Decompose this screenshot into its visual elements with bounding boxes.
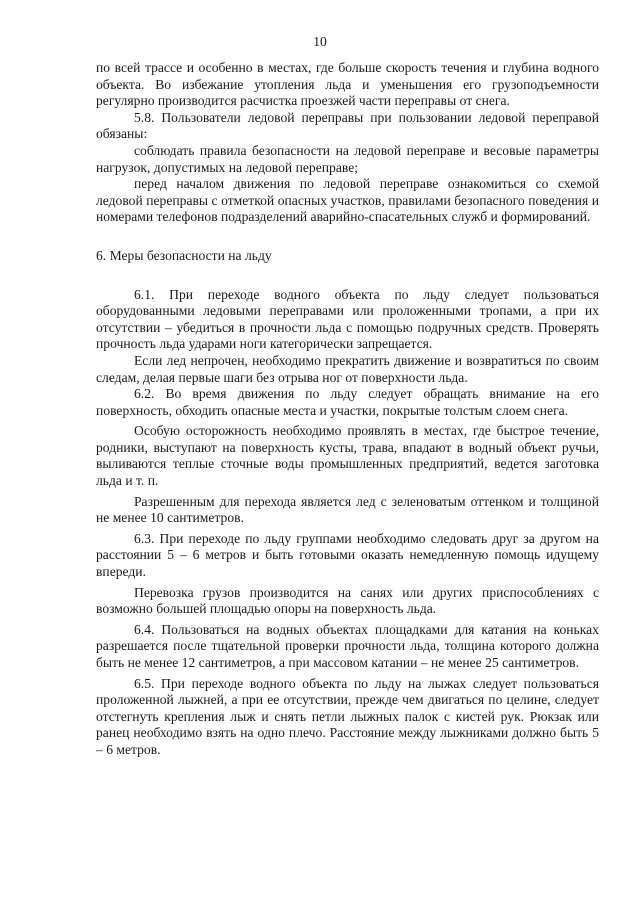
paragraph-6-2: 6.2. Во время движения по льду следует обращать внимание на его поверхность, обходить опасные места и участки, покрытые толстым слоем снега. xyxy=(96,386,599,418)
paragraph-obligation-2: перед началом движения по ледовой переправе ознакомиться со схемой ледовой переправы с отметкой опасных участков, правилами безопасного поведения и номерами телефонов подразделений аварийно-спасательных служб и формирований. xyxy=(96,176,599,225)
paragraph-cargo: Перевозка грузов производится на санях или других приспособлениях с возможно большей площадью опоры на поверхность льда. xyxy=(96,584,599,617)
paragraph-obligation-1: соблюдать правила безопасности на ледовой переправе и весовые параметры нагрузок, допустимых на ледовой переправе; xyxy=(96,142,599,175)
paragraph-ice-thickness: Разрешенным для перехода является лед с зеленоватым оттенком и толщиной не менее 10 сантиметров. xyxy=(96,493,599,526)
paragraph-5-8: 5.8. Пользователи ледовой переправы при пользовании ледовой переправой обязаны: xyxy=(96,109,599,142)
paragraph-weak-ice: Если лед непрочен, необходимо прекратить движение и возвратиться по своим следам, делая первые шаги без отрыва ног от поверхности льда. xyxy=(96,352,599,385)
document-body xyxy=(96,60,599,759)
paragraph-6-3: 6.3. При переходе по льду группами необходимо следовать друг за другом на расстоянии 5 – 6 метров и быть готовыми оказать немедленную помощь идущему впереди. xyxy=(96,530,599,580)
paragraph-6-5: 6.5. При переходе водного объекта по льду на лыжах следует пользоваться проложенной лыжней, а при ее отсутствии, прежде чем двигаться по целине, следует отстегнуть крепления лыж и снять петли лыжных палок с кистей рук. Рюкзак или ранец необходимо взять на одно плечо. Расстояние между лыжниками должно быть 5 – 6 метров. xyxy=(96,675,599,757)
section-heading: 6. Меры безопасности на льду xyxy=(96,247,272,263)
paragraph-6-1: 6.1. При переходе водного объекта по льду следует пользоваться оборудованными ледовыми переправами или проложенными тропами, а при их отсутствии – убедиться в прочности льда с помощью подручных средств. Проверять прочность льда ударами ноги категорически запрещается. xyxy=(96,286,599,352)
paragraph-continuation: по всей трассе и особенно в местах, где больше скорость течения и глубина водного объекта. Во избежание утопления льда и уменьшения его грузоподъемности регулярно производится расчистка проезжей части переправы от снега. xyxy=(96,60,599,109)
paragraph-caution: Особую осторожность необходимо проявлять в местах, где быстрое течение, родники, выступают на поверхность кусты, трава, впадают в водный объект ручьи, выливаются теплые сточные воды промышленных предприятий, ведется заготовка льда и т. п. xyxy=(96,423,599,489)
paragraph-6-4: 6.4. Пользоваться на водных объектах площадками для катания на коньках разрешается после тщательной проверки прочности льда, толщина которого должна быть не менее 12 сантиметров, а при массовом катании – не менее 25 сантиметров. xyxy=(96,621,599,670)
page-number: 10 xyxy=(313,34,327,49)
